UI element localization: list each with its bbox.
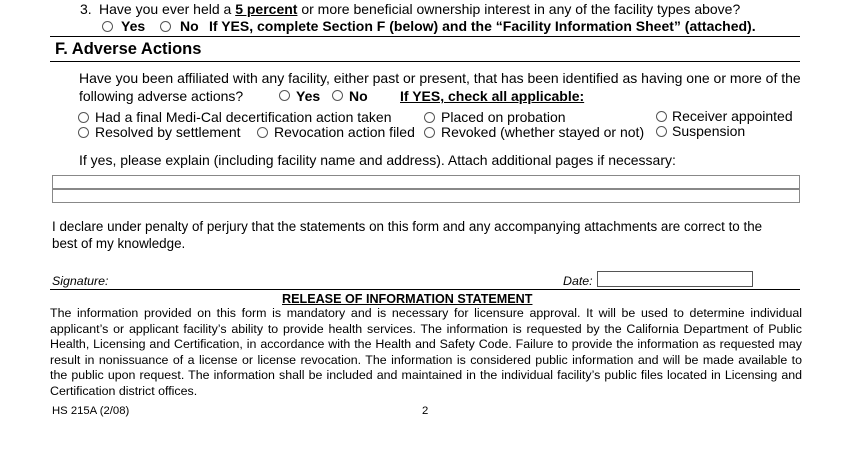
date-label: Date: [563, 274, 593, 288]
declaration-line2: best of my knowledge. [52, 236, 186, 251]
option-receiver-appointed-label: Receiver appointed [672, 108, 793, 124]
option-revocation-filed-radio[interactable] [257, 127, 268, 138]
option-receiver-appointed-radio[interactable] [656, 111, 667, 122]
section-f-question-line2: following adverse actions? [79, 88, 244, 104]
date-field[interactable] [597, 271, 753, 287]
section-f-bottom-rule [50, 61, 800, 62]
q3-instruction: If YES, complete Section F (below) and the “Facility Information Sheet” (attached). [209, 18, 756, 34]
section-f-question-line1: Have you been affiliated with any facility, either past or present, that has been identified as having one or more of the [79, 70, 801, 86]
option-revoked-radio[interactable] [424, 127, 435, 138]
q3-text-before: Have you ever held a [99, 1, 232, 17]
option-probation-radio[interactable] [424, 112, 435, 123]
q3-question [99, 1, 740, 17]
section-f-no-radio[interactable] [332, 90, 343, 101]
section-f-yes-label: Yes [296, 88, 321, 104]
option-suspension-label: Suspension [672, 123, 746, 139]
q3-yes-label: Yes [121, 18, 146, 34]
option-revocation-filed-label: Revocation action filed [274, 124, 415, 140]
section-f-top-rule [50, 36, 800, 37]
signature-line [50, 289, 800, 290]
option-medi-cal-decertification-label: Had a final Medi-Cal decertification action taken [95, 109, 392, 125]
explanation-field-line1[interactable] [52, 175, 800, 189]
page-number: 2 [422, 405, 429, 417]
option-revoked-label: Revoked (whether stayed or not) [441, 124, 645, 140]
q3-no-radio[interactable] [160, 21, 171, 32]
q3-text-after: or more beneficial ownership interest in any of the facility types above? [301, 1, 741, 17]
option-resolved-by-settlement-label: Resolved by settlement [95, 124, 241, 140]
option-resolved-by-settlement-radio[interactable] [78, 127, 89, 138]
option-probation-label: Placed on probation [441, 109, 566, 125]
option-suspension-radio[interactable] [656, 126, 667, 137]
declaration-line1: I declare under penalty of perjury that the statements on this form and any accompanying attachments are correct to the [52, 219, 763, 234]
q3-no-label: No [180, 18, 199, 34]
form-id: HS 215A (2/08) [52, 405, 130, 417]
option-medi-cal-decertification-radio[interactable] [78, 112, 89, 123]
q3-number: 3. [80, 1, 92, 17]
release-body: The information provided on this form is mandatory and is necessary for licensure approval. It will be used to determine individual applicant’s or applicant facility’s ability to provide health services. The information is requested by the California Department of Public Health, Licensing and Certification, in accordance with the Health and Safety Code. Failure to provide the information as requested may result in nonissuance of a license or license revocation. The information is considered public information and will be made available to the public upon request. The information shall be included and maintained in the individual facility’s public files located in Licensing and Certification district offices. [50, 306, 802, 398]
signature-label: Signature: [52, 274, 109, 288]
check-all-instruction: If YES, check all applicable: [400, 88, 585, 104]
section-f-title: F. Adverse Actions [55, 40, 202, 58]
section-f-no-label: No [349, 88, 368, 104]
section-f-yes-radio[interactable] [279, 90, 290, 101]
explanation-field-line2[interactable] [52, 189, 800, 203]
explain-label: If yes, please explain (including facility name and address). Attach additional pages if necessary: [79, 152, 676, 168]
release-title: RELEASE OF INFORMATION STATEMENT [282, 292, 533, 306]
q3-yes-radio[interactable] [102, 21, 113, 32]
q3-emphasis: 5 percent [235, 1, 298, 17]
